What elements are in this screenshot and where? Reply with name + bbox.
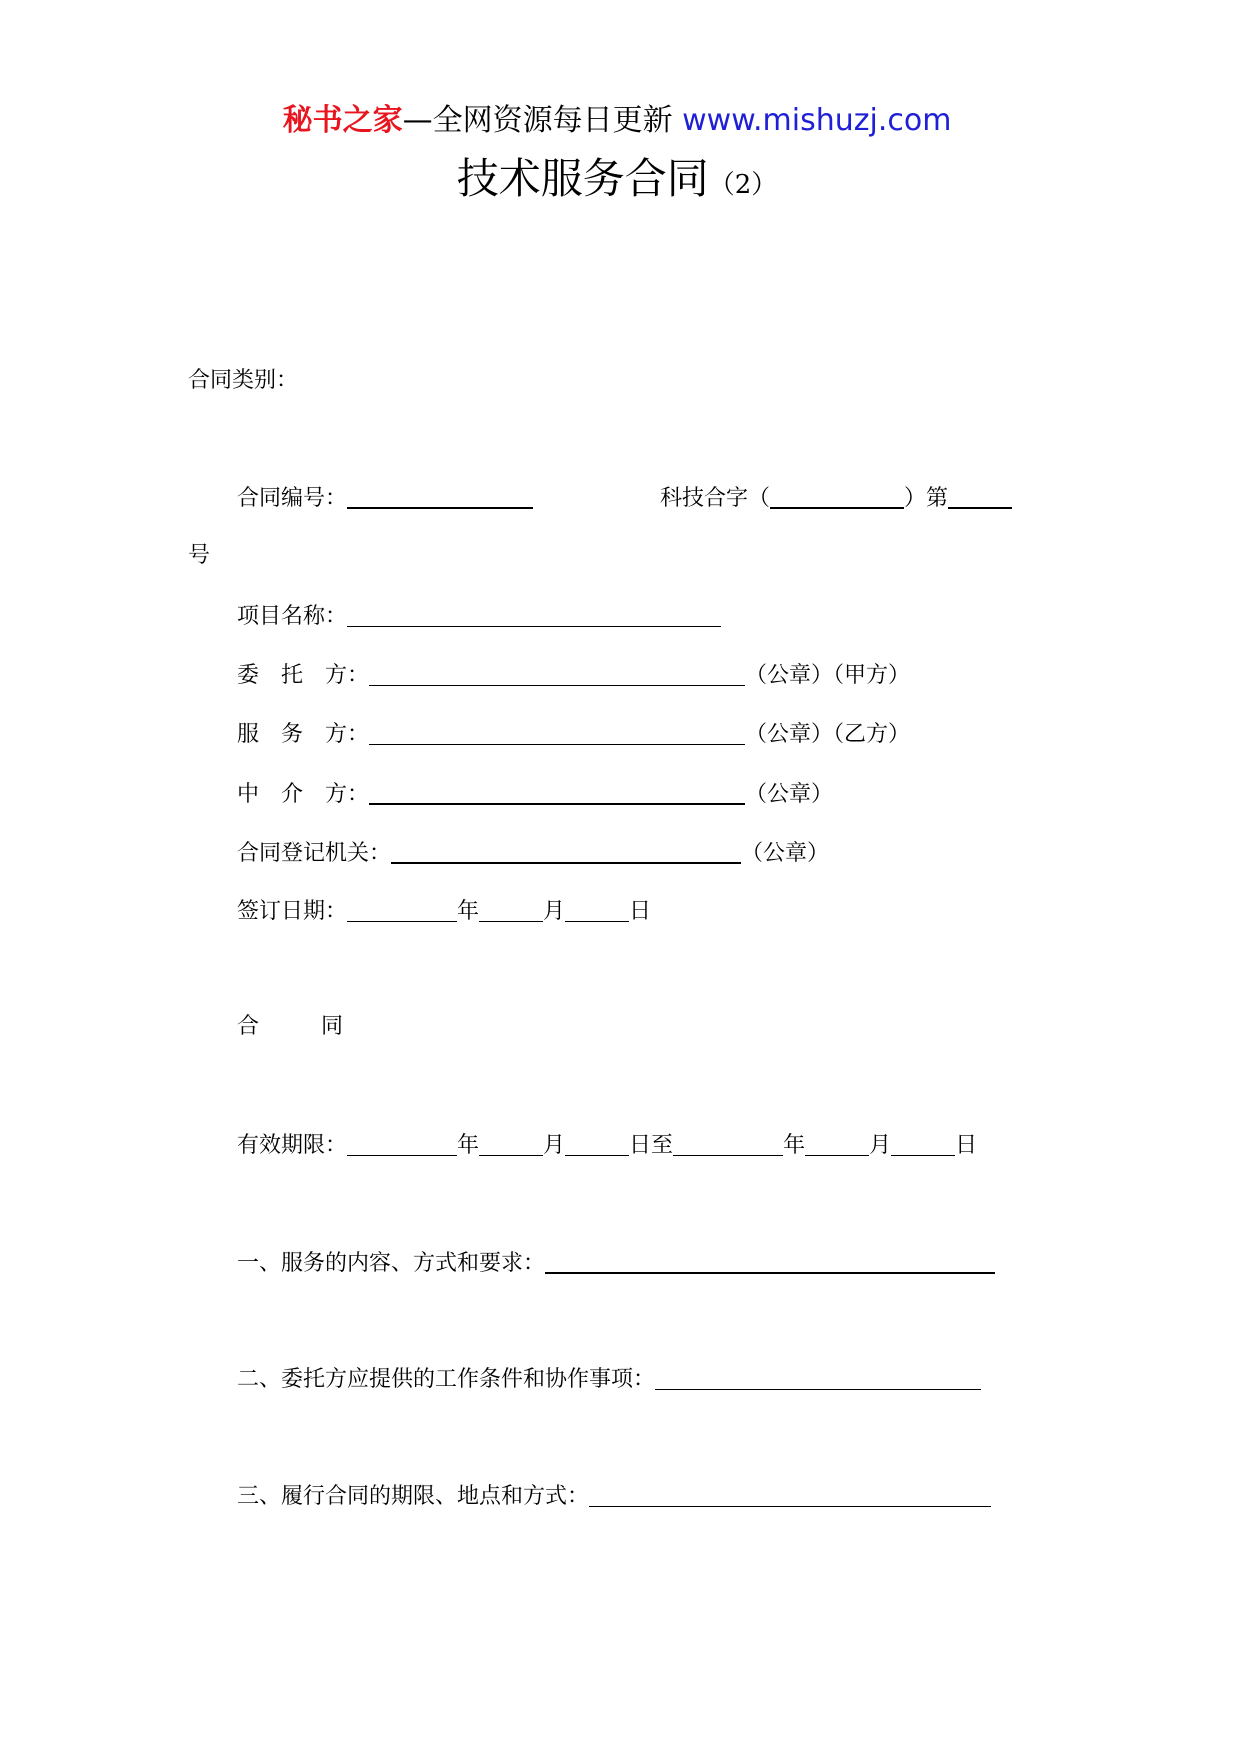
validity-day2-text: 日: [955, 1133, 978, 1158]
keji-number-row: [660, 485, 1012, 510]
contract-number-blank[interactable]: [347, 485, 533, 509]
keji-code-blank[interactable]: [770, 485, 904, 509]
client-suffix: （公章）（甲方）: [745, 663, 911, 688]
validity-year-text: 年: [457, 1133, 480, 1158]
clause-2-blank[interactable]: [655, 1367, 981, 1390]
project-name-row: [237, 604, 721, 628]
clause-1-blank[interactable]: [545, 1250, 995, 1274]
header-slogan: 全网资源每日更新: [432, 103, 673, 138]
hao-text: 号: [188, 543, 211, 568]
agent-label: 中 介 方：: [237, 782, 370, 807]
registry-blank[interactable]: [391, 840, 741, 864]
document-title: 技术服务合同: [456, 154, 709, 203]
client-row: [237, 663, 910, 687]
validity-label: 有效期限：: [237, 1133, 348, 1158]
header-dash: —: [402, 103, 433, 138]
contract-category-label: 合同类别：: [188, 368, 299, 393]
clause-3-blank[interactable]: [589, 1484, 991, 1507]
keji-label: 科技合字（: [660, 486, 771, 511]
project-name-blank[interactable]: [347, 604, 721, 627]
contract-number-label: 合同编号：: [237, 486, 348, 511]
project-name-label: 项目名称：: [237, 604, 348, 629]
keji-close: ）第: [904, 486, 949, 511]
section-heading-tong: 同: [321, 1014, 344, 1039]
client-blank[interactable]: [369, 663, 745, 686]
sign-day-blank[interactable]: [565, 899, 629, 922]
validity-start-year-blank[interactable]: [347, 1133, 457, 1156]
clause-2-row: [237, 1367, 981, 1391]
validity-start-day-blank[interactable]: [565, 1133, 629, 1156]
agent-row: [237, 781, 833, 806]
registry-label: 合同登记机关：: [237, 841, 392, 866]
contract-category-row: [188, 370, 298, 392]
sign-year-text: 年: [457, 899, 480, 924]
validity-year2-text: 年: [783, 1133, 806, 1158]
sign-day-text: 日: [629, 899, 652, 924]
sign-year-blank[interactable]: [347, 899, 457, 922]
clause-1-row: [237, 1250, 995, 1275]
server-label: 服 务 方：: [237, 722, 370, 747]
clause-1-label: 一、服务的内容、方式和要求：: [237, 1251, 546, 1276]
brand-name: 秘书之家: [282, 103, 403, 138]
validity-end-day-blank[interactable]: [891, 1133, 955, 1156]
clause-3-label: 三、履行合同的期限、地点和方式：: [237, 1484, 590, 1509]
client-label: 委 托 方：: [237, 663, 370, 688]
hao-row: [188, 545, 210, 567]
registry-suffix: （公章）: [741, 841, 830, 866]
section-heading: [237, 1016, 343, 1038]
site-url-link[interactable]: www.mishuzj.com: [682, 103, 952, 138]
validity-month2-text: 月: [869, 1133, 892, 1158]
sign-month-text: 月: [543, 899, 566, 924]
site-header: [0, 103, 1234, 138]
server-suffix: （公章）（乙方）: [745, 722, 911, 747]
validity-end-month-blank[interactable]: [805, 1133, 869, 1156]
sign-month-blank[interactable]: [479, 899, 543, 922]
sign-date-label: 签订日期：: [237, 899, 348, 924]
clause-3-row: [237, 1484, 991, 1508]
agent-suffix: （公章）: [745, 782, 834, 807]
registry-row: [237, 840, 829, 865]
server-row: [237, 722, 910, 746]
section-heading-he: 合: [237, 1014, 260, 1039]
sign-date-row: [237, 899, 651, 923]
validity-row: [237, 1133, 977, 1157]
server-blank[interactable]: [369, 722, 745, 745]
validity-month-text: 月: [543, 1133, 566, 1158]
validity-start-month-blank[interactable]: [479, 1133, 543, 1156]
contract-number-row: [237, 485, 533, 510]
clause-2-label: 二、委托方应提供的工作条件和协作事项：: [237, 1367, 656, 1392]
document-title-line: [0, 154, 1234, 203]
document-title-suffix: （2）: [708, 170, 778, 200]
validity-end-year-blank[interactable]: [673, 1133, 783, 1156]
agent-blank[interactable]: [369, 781, 745, 805]
validity-day-to-text: 日至: [629, 1133, 674, 1158]
keji-seq-blank[interactable]: [948, 485, 1012, 509]
